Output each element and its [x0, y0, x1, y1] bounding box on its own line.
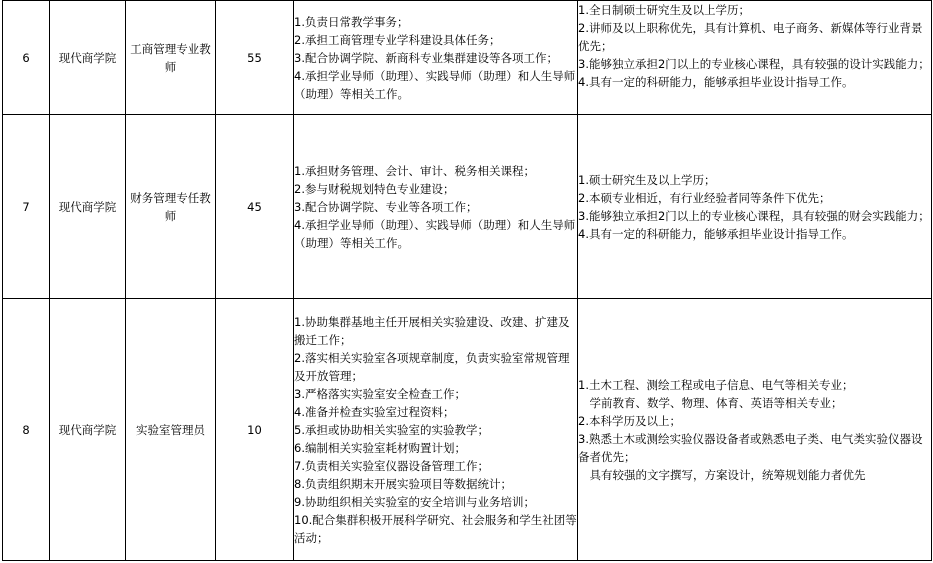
requirement-item: 2.本科学历及以上；	[578, 413, 681, 428]
duty-item: 3.严格落实实验室安全检查工作；	[294, 386, 466, 401]
count-cell: 45	[216, 115, 294, 299]
row-number: 6	[3, 1, 50, 115]
position-cell: 工商管理专业教师	[126, 1, 216, 115]
college-cell: 现代商学院	[50, 1, 126, 115]
duty-item: 1.承担财务管理、会计、审计、税务相关课程；	[294, 163, 535, 178]
position-cell: 实验室管理员	[126, 299, 216, 561]
requirement-item: 4.具有一定的科研能力，能够承担毕业设计指导工作。	[578, 75, 854, 89]
count-cell: 10	[216, 299, 294, 561]
duties-cell	[294, 299, 578, 561]
duty-item: 4.准备并检查实验室过程资料；	[294, 404, 455, 419]
table-row	[3, 115, 932, 299]
requirements-cell	[578, 299, 932, 561]
table-row	[3, 299, 932, 561]
college-cell: 现代商学院	[50, 115, 126, 299]
requirement-item: 具有较强的文字撰写，方案设计，统筹规划能力者优先	[578, 467, 866, 482]
requirement-item: 学前教育、数学、物理、体育、英语等相关专业；	[578, 395, 843, 410]
duty-item: 2.参与财税规划特色专业建设；	[294, 181, 455, 196]
requirement-item: 3.能够独立承担2门以上的专业核心课程，具有较强的财会实践能力；	[578, 208, 930, 223]
table-row	[3, 1, 932, 115]
duty-item: 1.协助集群基地主任开展相关实验建设、改建、扩建及搬迁工作；	[294, 314, 570, 347]
duty-item: 2.承担工商管理专业学科建设具体任务；	[294, 32, 501, 47]
requirement-item: 1.硕士研究生及以上学历；	[578, 172, 716, 187]
duties-cell	[294, 115, 578, 299]
job-table	[2, 0, 932, 561]
duty-item: 10.配合集群积极开展科学研究、社会服务和学生社团等活动；	[294, 512, 577, 545]
requirement-item: 1.土木工程、测绘工程或电子信息、电气等相关专业；	[578, 377, 854, 392]
duty-item: 4.承担学业导师（助理）、实践导师（助理）和人生导师（助理）等相关工作。	[294, 217, 576, 250]
count-cell: 55	[216, 1, 294, 115]
position-cell: 财务管理专任教师	[126, 115, 216, 299]
duty-item: 3.配合协调学院、新商科专业集群建设等各项工作；	[294, 50, 558, 65]
duty-item: 5.承担或协助相关实验室的实验教学；	[294, 422, 489, 437]
duty-item: 4.承担学业导师（助理）、实践导师（助理）和人生导师（助理）等相关工作。	[294, 68, 576, 101]
duty-item: 1.负责日常教学事务；	[294, 14, 409, 29]
duty-item: 3.配合协调学院、专业等各项工作；	[294, 199, 478, 214]
requirement-item: 2.讲师及以上职称优先，具有计算机、电子商务、新媒体等行业背景优先；	[578, 21, 923, 53]
requirement-item: 3.熟悉土木或测绘实验仪器设备者或熟悉电子类、电气类实验仪器设备者优先；	[578, 431, 923, 464]
requirements-cell	[578, 1, 932, 115]
row-number: 8	[3, 299, 50, 561]
duty-item: 6.编制相关实验室耗材购置计划；	[294, 440, 466, 455]
requirement-item: 4.具有一定的科研能力，能够承担毕业设计指导工作。	[578, 226, 854, 241]
row-number: 7	[3, 115, 50, 299]
duty-item: 9.协助组织相关实验室的安全培训与业务培训；	[294, 494, 535, 509]
requirement-item: 2.本硕专业相近，有行业经验者同等条件下优先；	[578, 190, 831, 205]
duty-item: 8.负责组织期末开展实验项目等数据统计；	[294, 476, 512, 491]
duty-item: 2.落实相关实验室各项规章制度，负责实验室常规管理及开放管理；	[294, 350, 570, 383]
requirement-item: 1.全日制硕士研究生及以上学历；	[578, 3, 750, 17]
duties-cell	[294, 1, 578, 115]
requirement-item: 3.能够独立承担2门以上的专业核心课程，具有较强的设计实践能力；	[578, 57, 930, 71]
duty-item: 7.负责相关实验室仪器设备管理工作；	[294, 458, 489, 473]
requirements-cell	[578, 115, 932, 299]
college-cell: 现代商学院	[50, 299, 126, 561]
